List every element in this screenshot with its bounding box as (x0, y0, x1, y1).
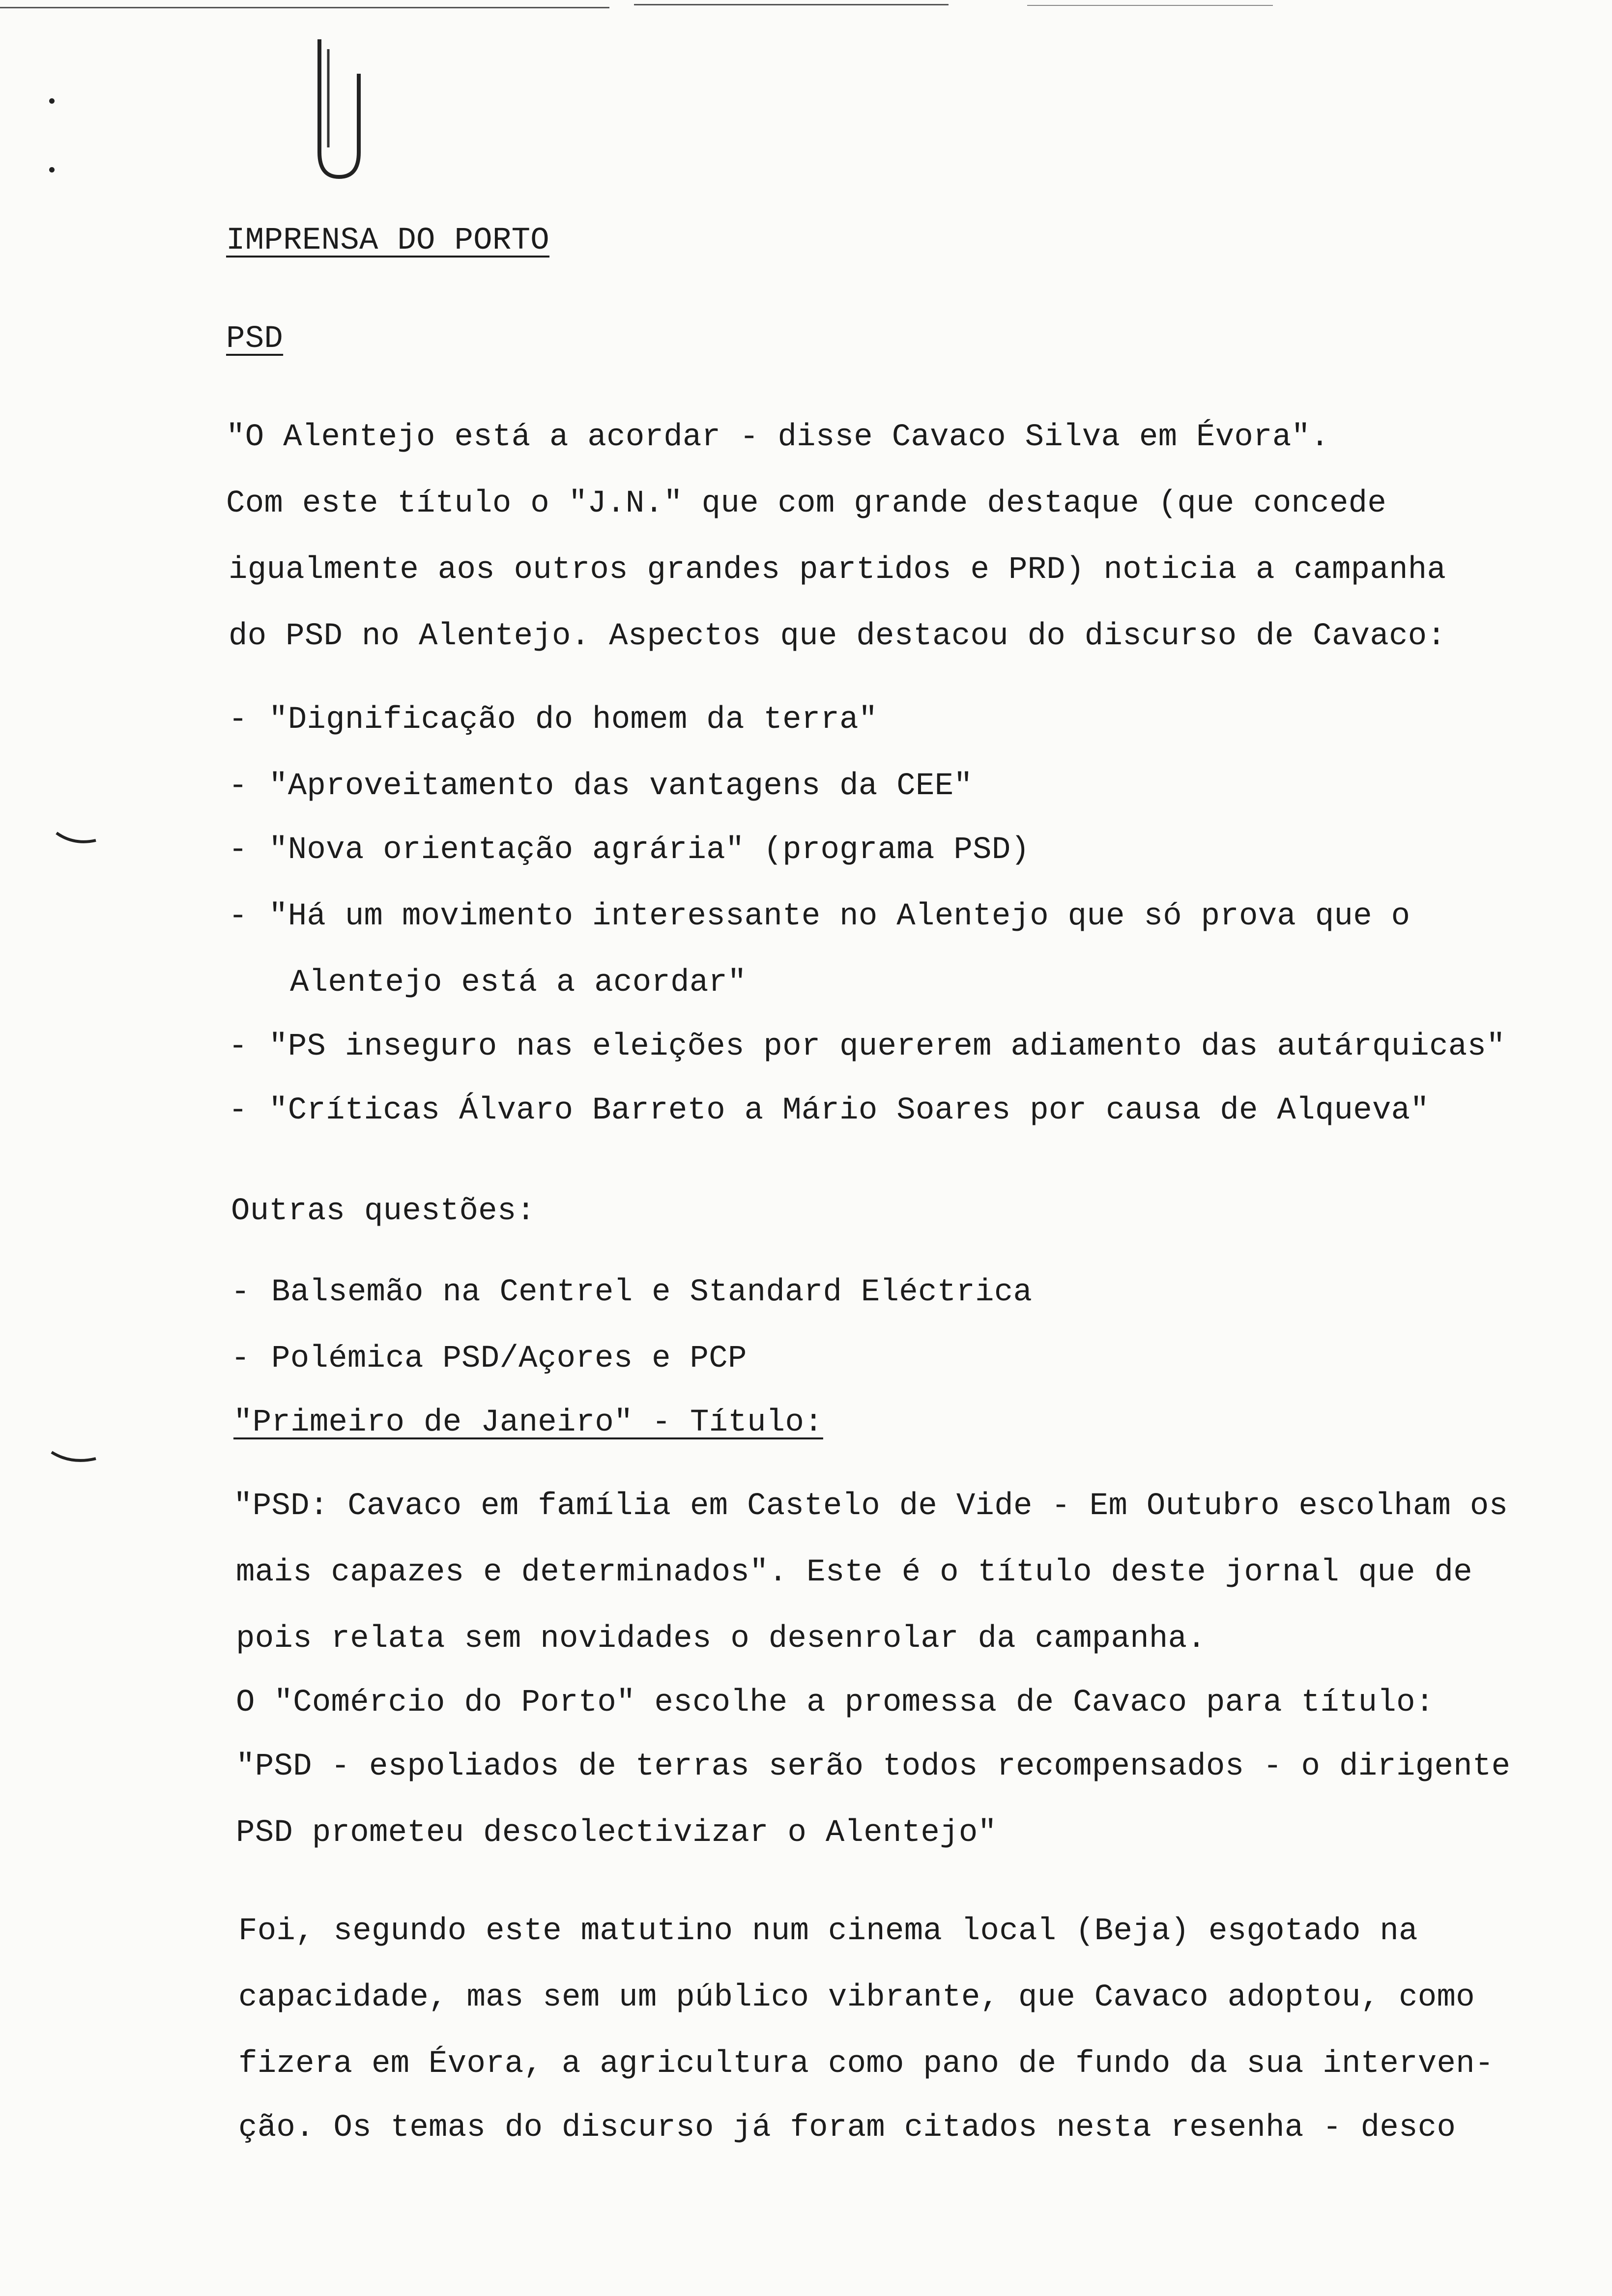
intro-line: do PSD no Alentejo. Aspectos que destacou do discurso de Cavaco: (229, 619, 1446, 654)
punch-hole-dot-bottom (49, 167, 55, 172)
bullet-item (229, 700, 878, 740)
bullet-marker: - (231, 1341, 250, 1377)
other-item-text: Polémica PSD/Açores e PCP (271, 1341, 747, 1377)
final-line: fizera em Évora, a agricultura como pano de fundo da sua interven- (238, 2046, 1494, 2082)
other-item (231, 1273, 1032, 1312)
top-edge-line-left (0, 7, 609, 8)
bullet-item (229, 897, 1410, 936)
intro-line: igualmente aos outros grandes partidos e PRD) noticia a campanha (229, 552, 1446, 588)
margin-bracket-mark-2 (49, 1450, 98, 1469)
intro-line: "O Alentejo está a acordar - disse Cavaco Silva em Évora". (226, 420, 1329, 455)
final-line: capacidade, mas sem um público vibrante, que Cavaco adoptou, como (238, 1980, 1475, 2015)
bullet-marker: - (229, 702, 248, 738)
primeiro-line: PSD prometeu descolectivizar o Alentejo" (236, 1815, 997, 1851)
other-item (231, 1339, 747, 1378)
primeiro-heading: "Primeiro de Janeiro" - Título: (233, 1405, 823, 1440)
primeiro-line: mais capazes e determinados". Este é o título deste jornal que de (236, 1555, 1472, 1590)
other-item-text: Balsemão na Centrel e Standard Eléctrica (271, 1275, 1033, 1310)
bullet-text: "Críticas Álvaro Barreto a Mário Soares por causa de Alqueva" (269, 1093, 1430, 1128)
bullet-item (229, 1027, 1505, 1066)
bullet-continuation: Alentejo está a acordar" (290, 965, 747, 1001)
bullet-item (229, 831, 1030, 870)
bullet-text: "PS inseguro nas eleições por quererem adiamento das autárquicas" (269, 1029, 1505, 1064)
primeiro-line: "PSD: Cavaco em família em Castelo de Vide - Em Outubro escolham os (233, 1489, 1508, 1524)
other-questions-label: Outras questões: (231, 1194, 536, 1229)
bullet-marker: - (229, 1093, 248, 1128)
bullet-item (229, 767, 973, 806)
final-line: ção. Os temas do discurso já foram citados nesta resenha - desco (238, 2110, 1456, 2146)
primeiro-line: O "Comércio do Porto" escolhe a promessa de Cavaco para título: (236, 1685, 1435, 1721)
bullet-marker: - (229, 832, 248, 868)
top-edge-line-far-right (1027, 5, 1273, 6)
margin-bracket-mark-1 (54, 831, 98, 850)
final-line: Foi, segundo este matutino num cinema local (Beja) esgotado na (238, 1914, 1418, 1949)
bullet-marker: - (229, 1029, 248, 1064)
bullet-text: "Dignificação do homem da terra" (269, 702, 878, 738)
bullet-marker: - (229, 769, 248, 804)
bullet-text: "Há um movimento interessante no Alentejo que só prova que o (269, 899, 1410, 934)
paper-clip-icon (300, 29, 378, 187)
bullet-text: "Aproveitamento das vantagens da CEE" (269, 769, 973, 804)
top-edge-line-right (634, 4, 949, 5)
punch-hole-dot-top (49, 98, 55, 104)
bullet-item (229, 1091, 1429, 1130)
bullet-marker: - (231, 1275, 250, 1310)
primeiro-line: "PSD - espoliados de terras serão todos recompensados - o dirigente (236, 1749, 1511, 1784)
intro-line: Com este título o "J.N." que com grande destaque (que concede (226, 486, 1387, 521)
primeiro-line: pois relata sem novidades o desenrolar da campanha. (236, 1621, 1207, 1657)
section-title: PSD (226, 321, 284, 357)
bullet-text: "Nova orientação agrária" (programa PSD) (269, 832, 1030, 868)
page-heading: IMPRENSA DO PORTO (226, 223, 550, 258)
bullet-marker: - (229, 899, 248, 934)
